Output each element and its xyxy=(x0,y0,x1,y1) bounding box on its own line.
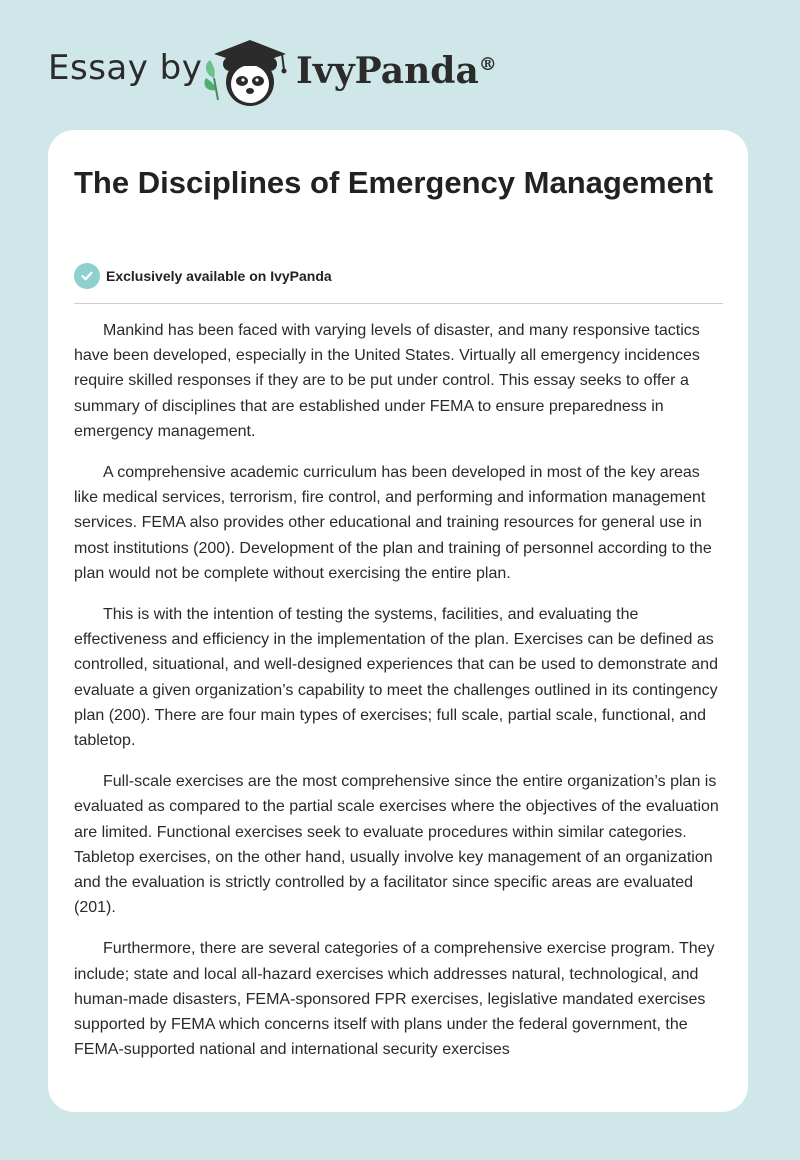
badge-text: Exclusively available on IvyPanda xyxy=(106,268,332,284)
site-header xyxy=(0,0,800,130)
paragraph: A comprehensive academic curriculum has been developed in most of the key areas like medical services, terrorism, fire control, and performing and information management services. FEMA also provides other educational and training resources for general use in most institutions (200). Development of the plan and training of personnel according to the plan would not be complete without exercising the entire plan. xyxy=(74,464,712,582)
brand-name: IvyPanda® xyxy=(296,50,497,92)
essay-card xyxy=(48,130,748,1112)
paragraph: Full-scale exercises are the most comprehensive since the entire organization’s plan is evaluated as compared to the partial scale exercises where the objectives of the evaluation are limited. Functional exercises seek to evaluate procedures within similar categories. Tabletop exercises, on the other hand, usually involve key management of an organization and the evaluation is strictly controlled by a facilitator since specific areas are evaluated (201). xyxy=(74,773,719,917)
paragraph: This is with the intention of testing the systems, facilities, and evaluating the effectiveness and efficiency in the implementation of the plan. Exercises can be defined as controlled, situational, and well-designed experiences that can be used to demonstrate and evaluate a given organization’s capability to meet the challenges outlined in its contingency plan (200). There are four main types of exercises; full scale, partial scale, functional, and tabletop. xyxy=(74,606,718,750)
brand-prefix: Essay by xyxy=(48,48,203,88)
essay-title: The Disciplines of Emergency Management xyxy=(74,165,714,200)
paragraph: Mankind has been faced with varying levels of disaster, and many responsive tactics have been developed, especially in the United States. Virtually all emergency incidences require skilled responses if they are to be put under control. This essay seeks to offer a summary of disciplines that are established under FEMA to ensure preparedness in emergency management. xyxy=(74,322,700,440)
panda-graduate-icon xyxy=(200,34,296,110)
paragraph: Furthermore, there are several categories of a comprehensive exercise program. They include; state and local all-hazard exercises which addresses natural, technological, and human-made disasters, FEMA-sponsored FPR exercises, legislative mandated exercises supported by FEMA which concerns itself with plans under the federal government, the FEMA-supported national and international security exercises xyxy=(74,940,715,1059)
registered-mark: ® xyxy=(478,54,497,75)
essay-body xyxy=(74,318,726,1078)
check-circle-icon xyxy=(74,263,100,289)
exclusive-badge xyxy=(74,263,332,289)
title-divider xyxy=(74,303,723,304)
